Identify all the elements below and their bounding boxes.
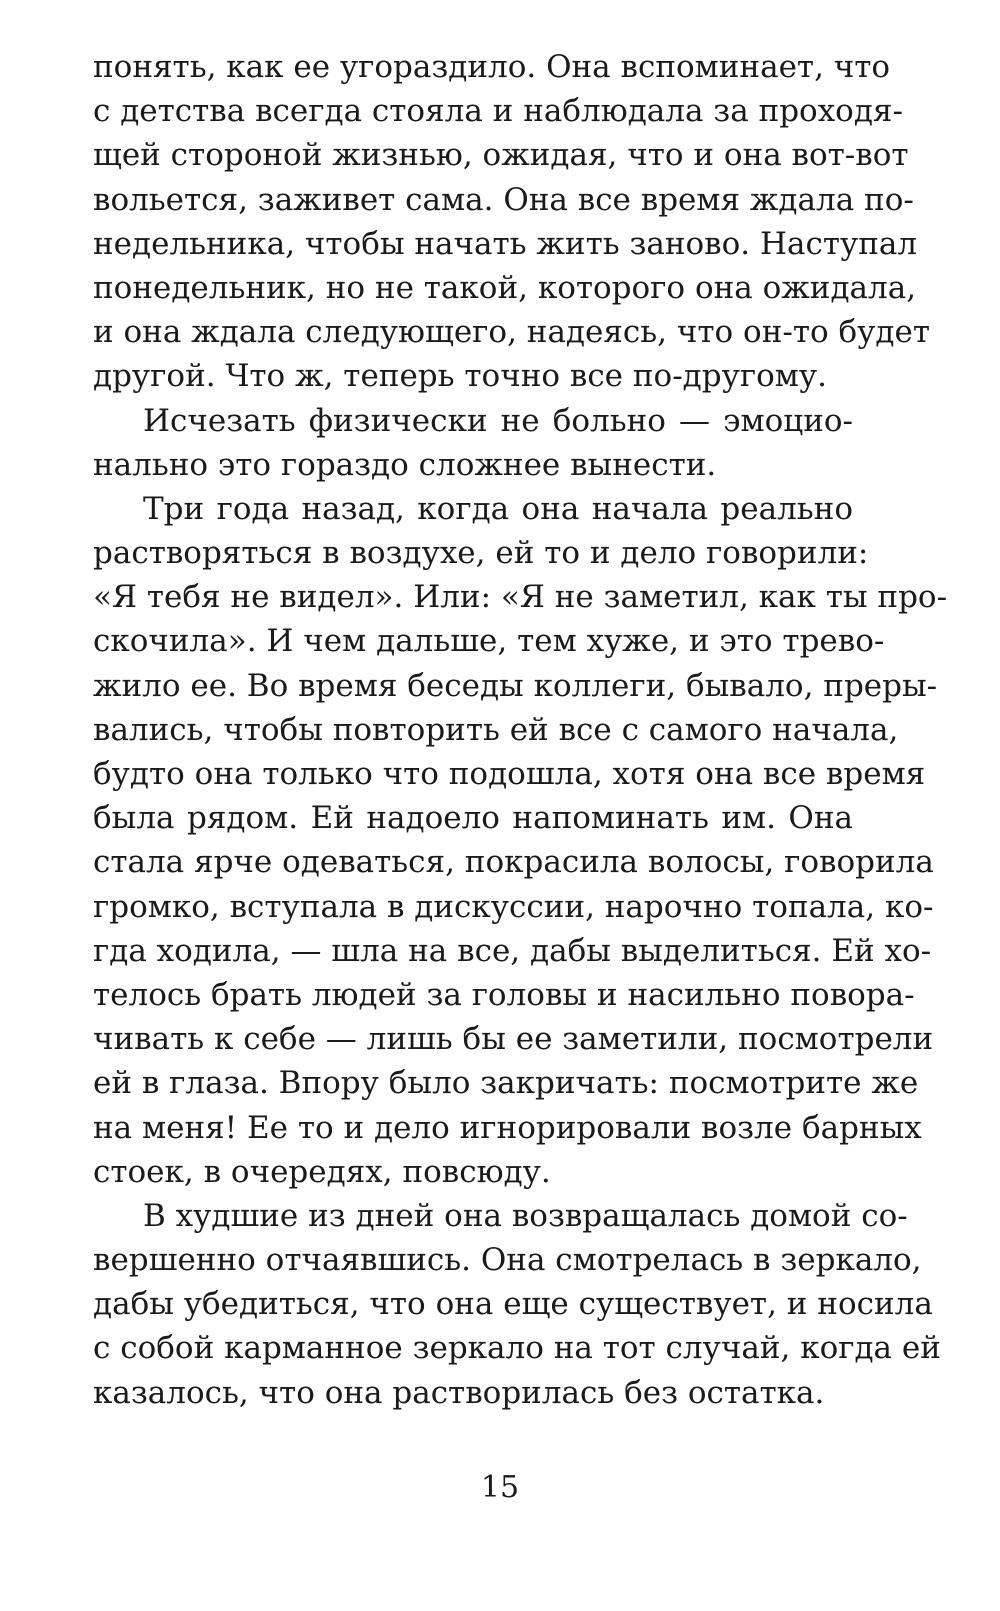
text-line: скочила». И чем дальше, тем хуже, и это трево- — [93, 623, 885, 660]
text-line: с детства всегда стояла и наблюдала за проходя- — [93, 93, 903, 130]
text-line: гда ходила, — шла на все, дабы выделиться. Ей хо- — [93, 932, 932, 969]
text-line: ей в глаза. Впору было закричать: посмотрите же — [93, 1065, 919, 1102]
text-line: громко, вступала в дискуссии, нарочно топала, ко- — [93, 888, 934, 925]
text-line: вольется, заживет сама. Она все время ждала по- — [93, 181, 914, 218]
text-line: В худшие из дней она возвращалась домой со- — [143, 1197, 908, 1234]
text-line: вершенно отчаявшись. Она смотрелась в зеркало, — [93, 1242, 922, 1279]
text-line: казалось, что она растворилась без остатка. — [93, 1374, 825, 1411]
text-line: вались, чтобы повторить ей все с самого начала, — [93, 711, 899, 748]
text-line: стала ярче одеваться, покрасила волосы, говорила — [93, 844, 934, 881]
text-line: стоек, в очередях, повсюду. — [93, 1153, 551, 1190]
text-line: Три года назад, когда она начала реально — [143, 490, 853, 527]
text-line: чивать к себе — лишь бы ее заметили, посмотрели — [93, 1021, 934, 1058]
text-line: дабы убедиться, что она еще существует, и носила — [93, 1286, 933, 1323]
text-line: была рядом. Ей надоело напоминать им. Она — [93, 800, 853, 837]
text-line: и она ждала следующего, надеясь, что он-то будет — [93, 314, 930, 351]
text-line: «Я тебя не видел». Или: «Я не заметил, как ты про- — [93, 579, 948, 616]
text-line: другой. Что ж, теперь точно все по-другому. — [93, 358, 827, 395]
text-line: щей стороной жизнью, ожидая, что и она вот-вот — [93, 137, 909, 174]
text-line: недельника, чтобы начать жить заново. Наступал — [93, 225, 918, 262]
text-line: растворяться в воздухе, ей то и дело говорили: — [93, 535, 869, 572]
text-line: с собой карманное зеркало на тот случай, когда ей — [93, 1330, 941, 1367]
text-line: понедельник, но не такой, которого она ожидала, — [93, 269, 917, 306]
text-line: на меня! Ее то и дело игнорировали возле барных — [93, 1109, 922, 1146]
text-line: нально это гораздо сложнее вынести. — [93, 446, 717, 483]
text-line: Исчезать физически не больно — эмоцио- — [143, 402, 853, 439]
page-number: 15 — [480, 1470, 520, 1505]
text-line: жило ее. Во время беседы коллеги, бывало, преры- — [93, 667, 938, 704]
body-text — [93, 45, 948, 1415]
text-line: телось брать людей за головы и насильно повора- — [93, 976, 915, 1013]
text-line: понять, как ее угораздило. Она вспоминает, что — [93, 49, 891, 85]
text-line: будто она только что подошла, хотя она все время — [93, 756, 926, 792]
